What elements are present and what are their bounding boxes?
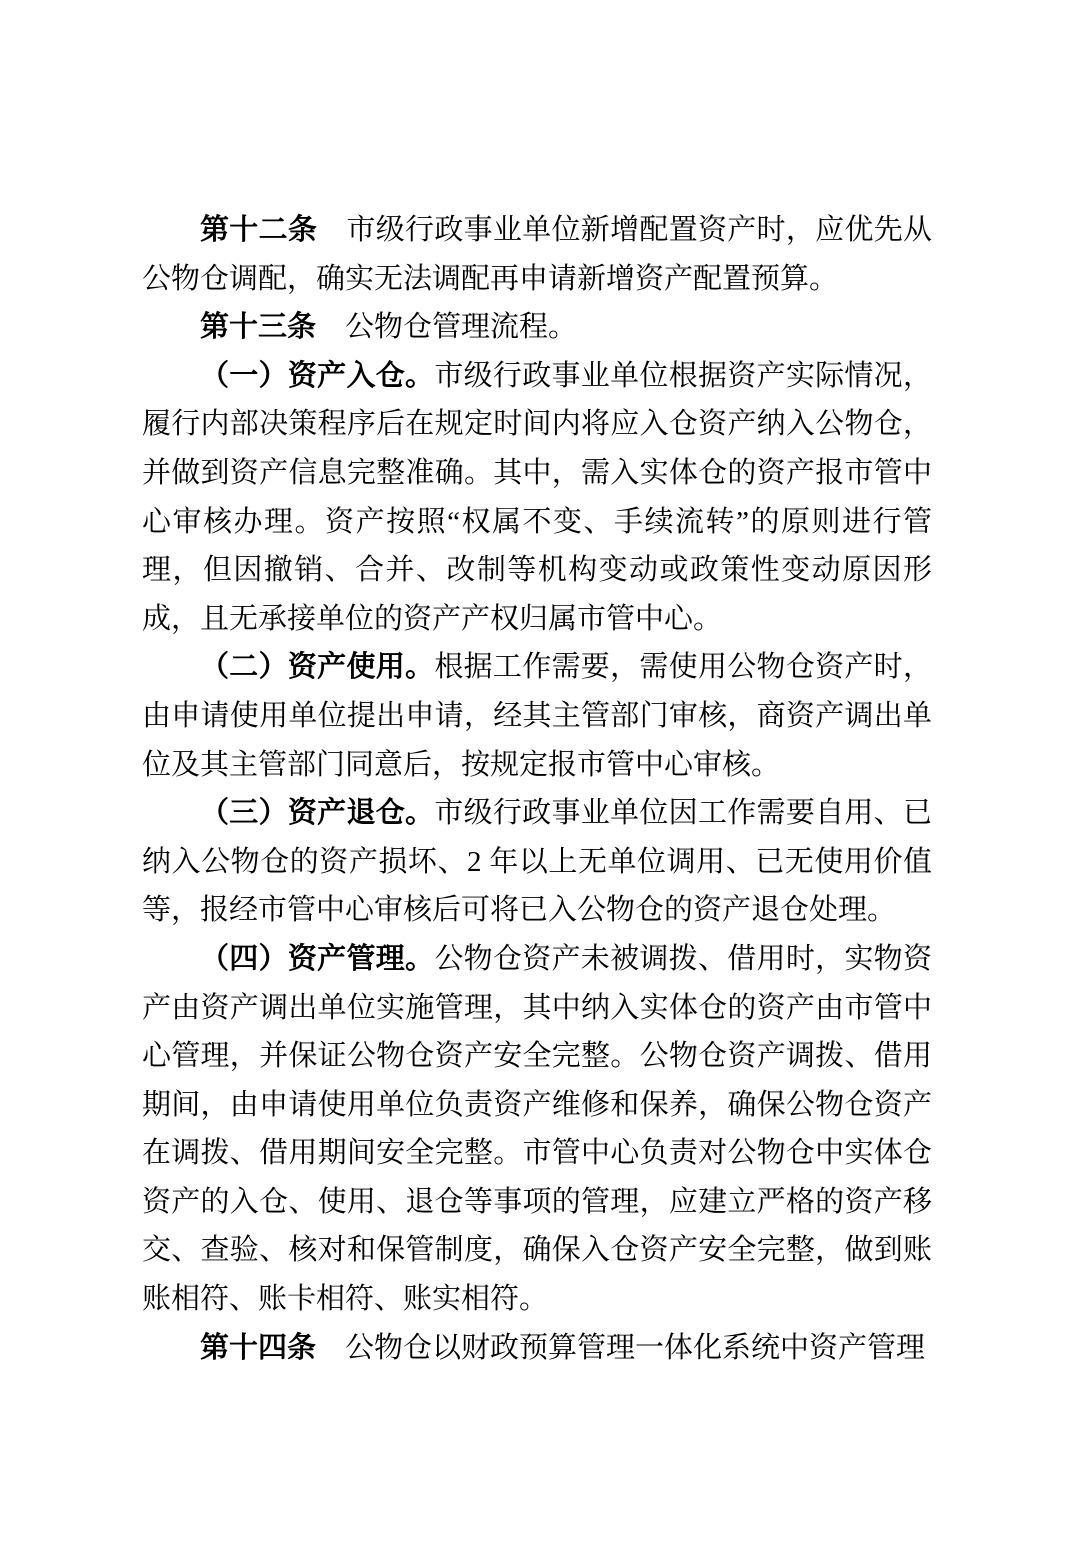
paragraph-item-2-asset-use: [142, 643, 932, 789]
item-1-heading: （一）资产入仓。: [200, 359, 435, 392]
paragraph-item-1-asset-inbound: [142, 352, 932, 644]
item-2-heading: （二）资产使用。: [200, 651, 435, 684]
paragraph-item-3-asset-outbound: [142, 789, 932, 935]
item-2-body: 根据工作需要，需使用公物仓资产时，由申请使用单位提出申请，经其主管部门审核，商资产调出单位及其主管部门同意后，按规定报市管中心审核。: [142, 651, 932, 781]
article-13-body: 公物仓管理流程。: [316, 311, 578, 344]
item-1-body: 市级行政事业单位根据资产实际情况，履行内部决策程序后在规定时间内将应入仓资产纳入公物仓，并做到资产信息完整准确。其中，需入实体仓的资产报市管中心审核办理。资产按照“权属不变、手续流转”的原则进行管理，但因撤销、合并、改制等机构变动或政策性变动原因形成，且无承接单位的资产产权归属市管中心。: [142, 359, 932, 635]
article-12-heading: 第十二条: [200, 214, 318, 246]
paragraph-article-13: [142, 303, 932, 352]
paragraph-item-4-asset-management: [142, 935, 932, 1324]
item-4-body: 公物仓资产未被调拨、借用时，实物资产由资产调出单位实施管理，其中纳入实体仓的资产由市管中心管理，并保证公物仓资产安全完整。公物仓资产调拨、借用期间，由申请使用单位负责资产维修和保养，确保公物仓资产在调拨、借用期间安全完整。市管中心负责对公物仓中实体仓资产的入仓、使用、退仓等事项的管理，应建立严格的资产移交、查验、核对和保管制度，确保入仓资产安全完整，做到账账相符、账卡相符、账实相符。: [142, 942, 932, 1316]
item-4-heading: （四）资产管理。: [200, 942, 435, 975]
article-14-heading: 第十四条: [200, 1331, 317, 1364]
item-3-heading: （三）资产退仓。: [200, 797, 435, 830]
paragraph-article-14: [142, 1324, 932, 1373]
item-3-body: 市级行政事业单位因工作需要自用、已纳入公物仓的资产损坏、2 年以上无单位调用、已无使用价值等，报经市管中心审核后可将已入公物仓的资产退仓处理。: [142, 797, 932, 927]
article-12-body: 市级行政事业单位新增配置资产时，应优先从公物仓调配，确实无法调配再申请新增资产配置预算。: [142, 214, 932, 295]
article-14-body: 公物仓以财政预算管理一体化系统中资产管理: [316, 1331, 926, 1364]
paragraph-article-12: [142, 206, 932, 303]
article-13-heading: 第十三条: [200, 311, 317, 344]
